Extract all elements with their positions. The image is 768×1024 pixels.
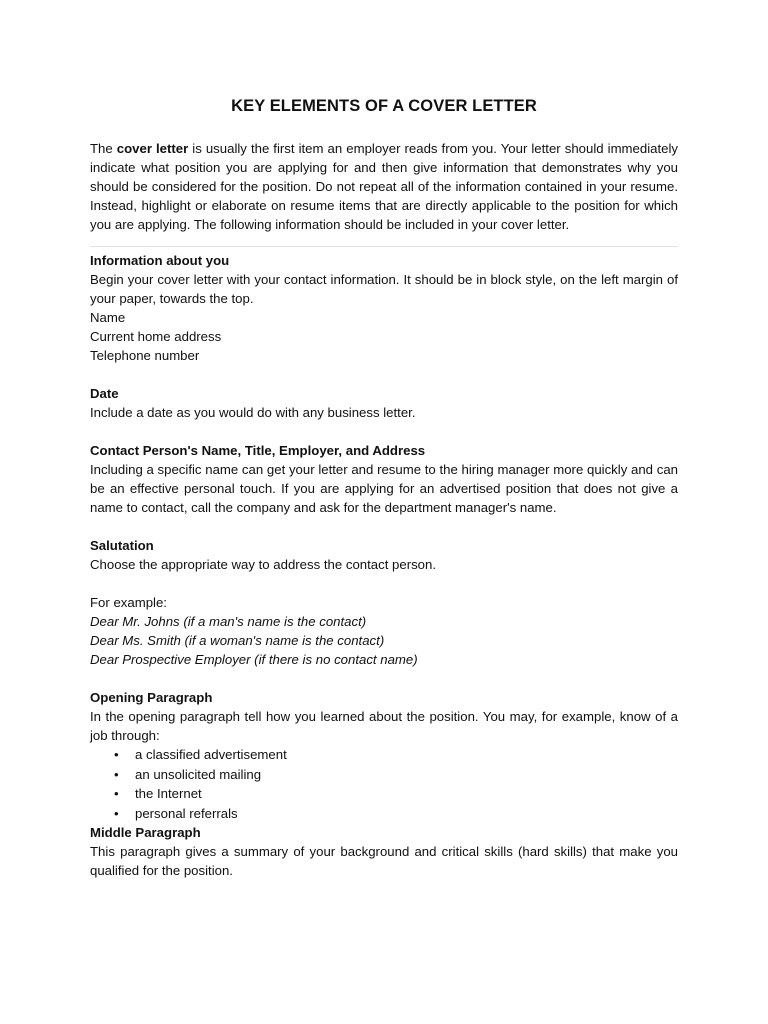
spacer — [90, 574, 678, 593]
bullet-icon: • — [114, 805, 119, 821]
list-item-text: an unsolicited mailing — [135, 766, 262, 782]
spacer — [90, 365, 678, 384]
intro-paragraph — [90, 139, 678, 234]
example-line: Dear Mr. Johns (if a man's name is the contact) — [90, 614, 367, 629]
spacer — [90, 517, 678, 536]
bullet-list — [90, 745, 678, 823]
list-item — [114, 784, 678, 804]
intro-text-rest: is usually the first item an employer reads from you. Your letter should immediately indicate what position you are applying for and then give information that demonstrates why you should be considered for the position. Do not repeat all of the information contained in your resume. Instead, highlight or elaborate on resume items that are directly applicable to the position for which you are applying. The following information should be included in your cover letter. — [90, 141, 678, 232]
info-line-telephone: Telephone number — [90, 348, 200, 363]
section-middle-paragraph — [90, 823, 678, 880]
list-item-text: personal referrals — [135, 805, 238, 821]
info-line-name: Name — [90, 310, 126, 325]
section-body: Including a specific name can get your letter and resume to the hiring manager more quickly and can be an effective personal touch. If you are applying for an advertised position that does not give a name to contact, call the company and ask for the department manager's name. — [90, 462, 678, 515]
section-body: Begin your cover letter with your contact information. It should be in block style, on the left margin of your paper, towards the top. — [90, 272, 678, 306]
document-title: KEY ELEMENTS OF A COVER LETTER — [231, 97, 537, 115]
bullet-icon: • — [114, 786, 119, 801]
section-date — [90, 384, 678, 422]
example-line: Dear Prospective Employer (if there is no contact name) — [90, 652, 418, 667]
section-body: Include a date as you would do with any business letter. — [90, 405, 416, 420]
section-information-about-you — [90, 251, 678, 365]
intro-bold-term: cover letter — [116, 141, 189, 156]
spacer — [90, 669, 678, 688]
section-body: Choose the appropriate way to address the contact person. — [90, 557, 437, 572]
intro-text-start: The — [90, 141, 117, 156]
list-item-text: a classified advertisement — [135, 747, 287, 762]
section-body: In the opening paragraph tell how you learned about the position. You may, for example, know of a job through: — [90, 709, 678, 743]
section-heading: Opening Paragraph — [90, 690, 213, 705]
example-line: Dear Ms. Smith (if a woman's name is the contact) — [90, 633, 385, 648]
section-heading: Contact Person's Name, Title, Employer, and Address — [90, 443, 426, 458]
example-label: For example: — [90, 595, 167, 610]
section-body: This paragraph gives a summary of your background and critical skills (hard skills) that make you qualified for the position. — [90, 844, 678, 878]
section-contact-person — [90, 441, 678, 517]
list-item — [114, 804, 678, 824]
list-item — [114, 765, 678, 785]
section-opening-paragraph — [90, 688, 678, 823]
section-heading: Date — [90, 386, 119, 401]
section-divider — [90, 246, 678, 247]
section-heading: Salutation — [90, 538, 154, 553]
spacer — [90, 422, 678, 441]
bullet-icon: • — [114, 747, 119, 762]
bullet-icon: • — [114, 766, 119, 782]
info-line-address: Current home address — [90, 329, 222, 344]
section-heading: Information about you — [90, 253, 230, 268]
list-item — [114, 745, 678, 765]
section-heading: Middle Paragraph — [90, 825, 201, 840]
list-item-text: the Internet — [135, 786, 202, 801]
section-salutation — [90, 536, 678, 669]
